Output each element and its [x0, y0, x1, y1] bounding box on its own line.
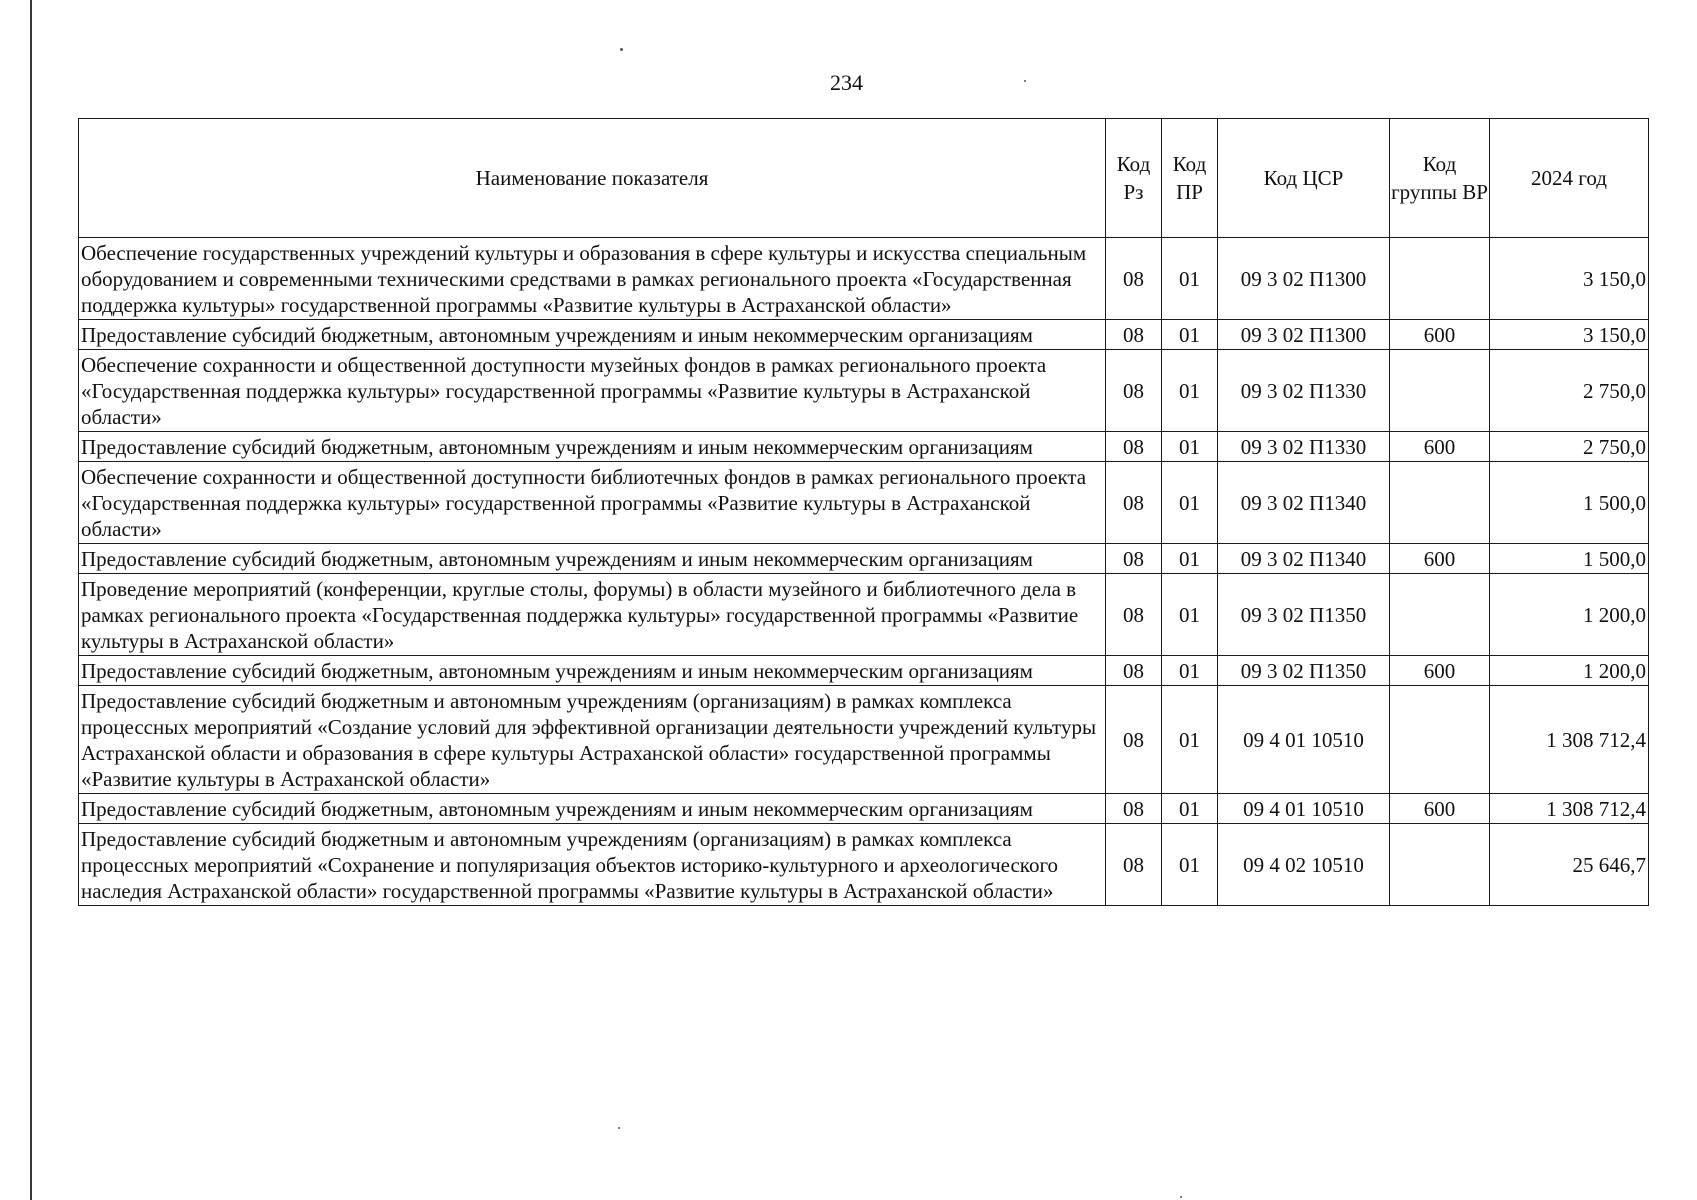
header-rz-code: Код Рз	[1106, 119, 1162, 238]
row-name: Предоставление субсидий бюджетным и автономным учреждениям (организациям) в рамках комплекса процессных мероприятий «Создание условий для эффективной организации деятельности учреждений культуры Астраханской области и образования в сфере культуры Астраханской области» государственной программы «Развитие культуры в Астраханской области»	[79, 686, 1106, 794]
table-row	[79, 462, 1649, 544]
row-rz-code: 08	[1106, 574, 1162, 656]
row-pr-code: 01	[1162, 794, 1218, 824]
row-csr-code: 09 3 02 П1350	[1218, 574, 1390, 656]
row-csr-code: 09 3 02 П1330	[1218, 350, 1390, 432]
row-vr-code: 600	[1390, 320, 1490, 350]
table-row	[79, 656, 1649, 686]
row-pr-code: 01	[1162, 574, 1218, 656]
table-row	[79, 574, 1649, 656]
row-pr-code: 01	[1162, 462, 1218, 544]
row-name: Проведение мероприятий (конференции, круглые столы, форумы) в области музейного и библиотечного дела в рамках регионального проекта «Государственная поддержка культуры» государственной программы «Развитие культуры в Астраханской области»	[79, 574, 1106, 656]
scan-speck	[1180, 1196, 1182, 1198]
row-rz-code: 08	[1106, 686, 1162, 794]
row-pr-code: 01	[1162, 824, 1218, 906]
scan-speck	[1024, 80, 1026, 82]
row-vr-code: 600	[1390, 432, 1490, 462]
row-pr-code: 01	[1162, 432, 1218, 462]
row-amount: 1 308 712,4	[1490, 686, 1649, 794]
row-amount: 1 308 712,4	[1490, 794, 1649, 824]
row-amount: 2 750,0	[1490, 432, 1649, 462]
row-amount: 1 500,0	[1490, 462, 1649, 544]
row-vr-code	[1390, 350, 1490, 432]
scan-speck	[618, 1127, 620, 1129]
row-name: Предоставление субсидий бюджетным, автономным учреждениям и иным некоммерческим организациям	[79, 794, 1106, 824]
row-csr-code: 09 3 02 П1350	[1218, 656, 1390, 686]
table-row	[79, 350, 1649, 432]
header-year: 2024 год	[1490, 119, 1649, 238]
row-csr-code: 09 3 02 П1340	[1218, 462, 1390, 544]
row-csr-code: 09 3 02 П1330	[1218, 432, 1390, 462]
scan-speck	[620, 48, 623, 51]
row-name: Обеспечение сохранности и общественной доступности музейных фондов в рамках регионального проекта «Государственная поддержка культуры» государственной программы «Развитие культуры в Астраханской области»	[79, 350, 1106, 432]
row-pr-code: 01	[1162, 238, 1218, 320]
row-rz-code: 08	[1106, 462, 1162, 544]
row-vr-code: 600	[1390, 544, 1490, 574]
row-rz-code: 08	[1106, 238, 1162, 320]
row-csr-code: 09 4 01 10510	[1218, 794, 1390, 824]
row-name: Обеспечение сохранности и общественной доступности библиотечных фондов в рамках регионального проекта «Государственная поддержка культуры» государственной программы «Развитие культуры в Астраханской области»	[79, 462, 1106, 544]
budget-table	[78, 118, 1649, 906]
row-pr-code: 01	[1162, 656, 1218, 686]
row-amount: 25 646,7	[1490, 824, 1649, 906]
row-name: Предоставление субсидий бюджетным, автономным учреждениям и иным некоммерческим организациям	[79, 432, 1106, 462]
page-number: 234	[830, 70, 863, 95]
row-pr-code: 01	[1162, 350, 1218, 432]
table-row	[79, 320, 1649, 350]
row-rz-code: 08	[1106, 794, 1162, 824]
row-vr-code	[1390, 238, 1490, 320]
row-name: Обеспечение государственных учреждений культуры и образования в сфере культуры и искусства специальным оборудованием и современными техническими средствами в рамках регионального проекта «Государственная поддержка культуры» государственной программы «Развитие культуры в Астраханской области»	[79, 238, 1106, 320]
row-name: Предоставление субсидий бюджетным и автономным учреждениям (организациям) в рамках комплекса процессных мероприятий «Сохранение и популяризация объектов историко-культурного и археологического наследия Астраханской области» государственной программы «Развитие культуры в Астраханской области»	[79, 824, 1106, 906]
row-amount: 1 200,0	[1490, 574, 1649, 656]
row-vr-code	[1390, 686, 1490, 794]
row-csr-code: 09 4 02 10510	[1218, 824, 1390, 906]
binding-edge-line	[30, 0, 32, 1200]
row-rz-code: 08	[1106, 350, 1162, 432]
row-pr-code: 01	[1162, 320, 1218, 350]
table-row	[79, 686, 1649, 794]
row-name: Предоставление субсидий бюджетным, автономным учреждениям и иным некоммерческим организациям	[79, 656, 1106, 686]
row-amount: 3 150,0	[1490, 320, 1649, 350]
row-vr-code	[1390, 462, 1490, 544]
row-csr-code: 09 3 02 П1300	[1218, 238, 1390, 320]
row-rz-code: 08	[1106, 656, 1162, 686]
row-name: Предоставление субсидий бюджетным, автономным учреждениям и иным некоммерческим организациям	[79, 544, 1106, 574]
row-csr-code: 09 3 02 П1300	[1218, 320, 1390, 350]
row-amount: 1 200,0	[1490, 656, 1649, 686]
row-vr-code: 600	[1390, 794, 1490, 824]
table-row	[79, 432, 1649, 462]
row-rz-code: 08	[1106, 824, 1162, 906]
row-amount: 3 150,0	[1490, 238, 1649, 320]
row-rz-code: 08	[1106, 544, 1162, 574]
row-vr-code: 600	[1390, 656, 1490, 686]
row-vr-code	[1390, 824, 1490, 906]
row-pr-code: 01	[1162, 544, 1218, 574]
row-csr-code: 09 4 01 10510	[1218, 686, 1390, 794]
row-amount: 2 750,0	[1490, 350, 1649, 432]
row-rz-code: 08	[1106, 432, 1162, 462]
header-name: Наименование показателя	[79, 119, 1106, 238]
header-pr-code: Код ПР	[1162, 119, 1218, 238]
table-row	[79, 238, 1649, 320]
row-pr-code: 01	[1162, 686, 1218, 794]
table-row	[79, 824, 1649, 906]
header-vr-code: Код группы ВР	[1390, 119, 1490, 238]
table-row	[79, 544, 1649, 574]
row-amount: 1 500,0	[1490, 544, 1649, 574]
header-csr-code: Код ЦСР	[1218, 119, 1390, 238]
row-name: Предоставление субсидий бюджетным, автономным учреждениям и иным некоммерческим организациям	[79, 320, 1106, 350]
table-row	[79, 794, 1649, 824]
row-rz-code: 08	[1106, 320, 1162, 350]
row-csr-code: 09 3 02 П1340	[1218, 544, 1390, 574]
row-vr-code	[1390, 574, 1490, 656]
table-header-row	[79, 119, 1649, 238]
